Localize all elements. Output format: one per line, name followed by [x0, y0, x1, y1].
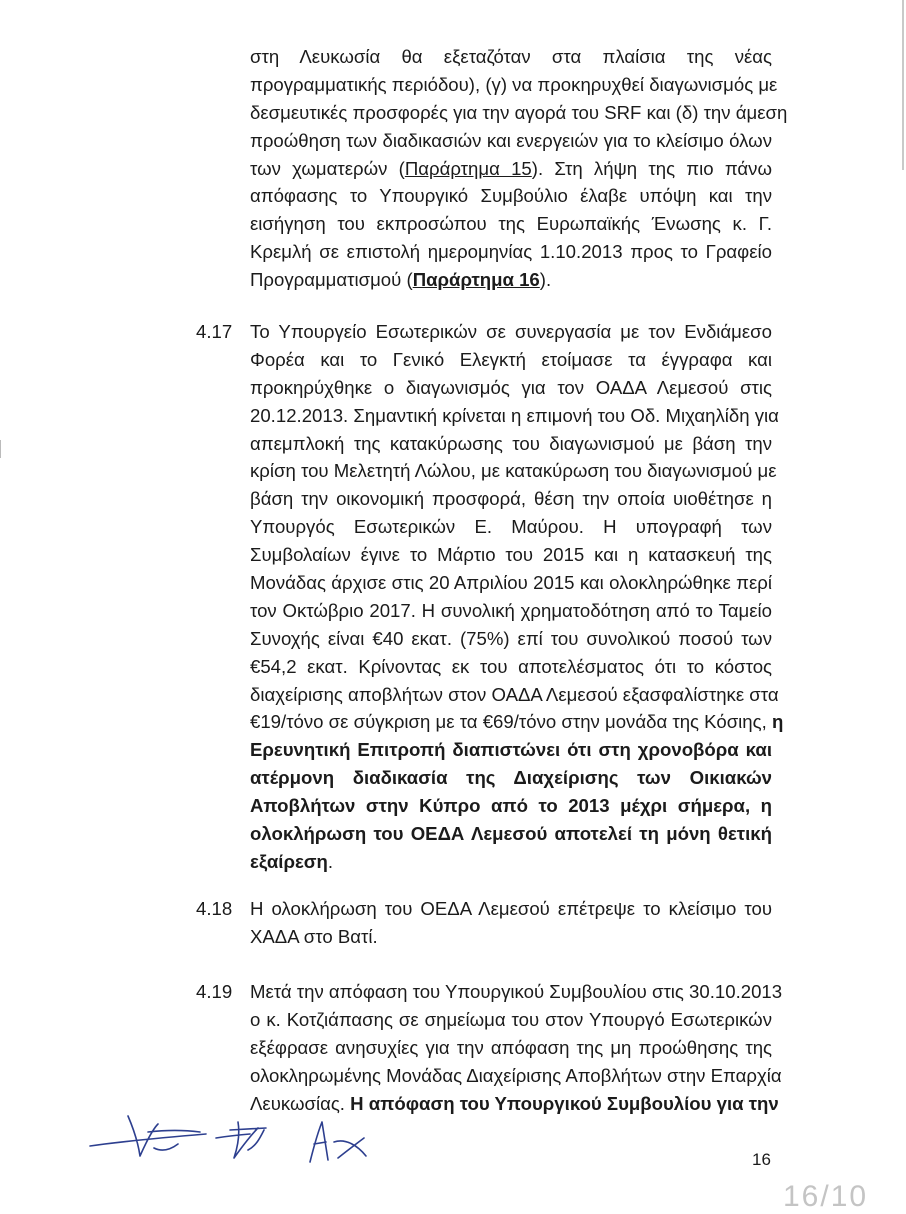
text-line: Το Υπουργείο Εσωτερικών σε συνεργασία με τον Ενδιάμεσο — [250, 321, 772, 342]
bold-text-run: Αποβλήτων στην Κύπρο από το 2013 μέχρι σήμερα, η — [250, 795, 772, 817]
text-line: εισήγηση του εκπροσώπου της Ευρωπαϊκής Ένωσης κ. Γ. — [250, 213, 772, 235]
text-line: τον Οκτώβριο 2017. Η συνολική χρηματοδότηση από το Ταμείο — [250, 599, 772, 621]
bold-text-run: Η απόφαση του Υπουργικού Συμβουλίου για την — [350, 1092, 779, 1114]
text-line: εξέφρασε ανησυχίες για την απόφαση της μη προώθησης της — [250, 1036, 772, 1058]
paragraph-4-19 — [250, 978, 783, 1117]
annex-reference: Παράρτημα 15 — [404, 157, 532, 179]
handwritten-signatures — [88, 1108, 388, 1170]
paragraph-4-17 — [250, 318, 784, 876]
text-line: Συμβολαίων έγινε το Μάρτιο του 2015 και η κατασκευή της — [250, 544, 772, 566]
scan-edge-line — [902, 0, 904, 170]
text-line — [250, 736, 772, 764]
bold-text-run: Ερευνητική Επιτροπή διαπιστώνει ότι στη χρονοβόρα και — [250, 739, 772, 761]
text-line — [250, 820, 772, 848]
text-line — [250, 792, 772, 820]
text-line: Κρεμλή σε επιστολή ημερομηνίας 1.10.2013 προς το Γραφείο — [250, 241, 772, 263]
text-line: ολοκληρωμένης Μονάδας Διαχείρισης Αποβλήτων στην Επαρχία — [250, 1064, 782, 1086]
bold-text-run: ολοκλήρωση του ΟΕΔΑ Λεμεσού αποτελεί τη μόνη θετική — [250, 823, 772, 845]
text-line — [250, 266, 772, 294]
text-line: ο κ. Κοτζιάπασης σε σημείωμα του στον Υπουργό Εσωτερικών — [250, 1008, 772, 1030]
text-line — [250, 848, 772, 876]
text-line: απόφασης το Υπουργικό Συμβούλιο έλαβε υπόψη και την — [250, 185, 772, 207]
text-line: Μονάδας άρχισε στις 20 Απριλίου 2015 και ολοκληρώθηκε περί — [250, 572, 772, 594]
text-line: Η ολοκλήρωση του ΟΕΔΑ Λεμεσού επέτρεψε το κλείσιμο του — [250, 898, 772, 919]
text-line: κρίση του Μελετητή Λώλου, με κατακύρωση του διαγωνισμού με — [250, 460, 777, 482]
bold-text-run: εξαίρεση — [250, 850, 328, 872]
signature-3 — [310, 1122, 366, 1162]
text-run: Λευκωσίας. — [250, 1092, 351, 1114]
corner-page-stamp: 16/10 — [783, 1180, 869, 1213]
text-line: Υπουργός Εσωτερικών Ε. Μαύρου. Η υπογραφή των — [250, 516, 772, 538]
signature-2 — [216, 1122, 266, 1158]
text-run: Προγραμματισμού ( — [250, 269, 413, 291]
text-line: €54,2 εκατ. Κρίνοντας εκ του αποτελέσματος ότι το κόστος — [250, 655, 772, 677]
paragraph-number: 4.17 — [196, 321, 233, 342]
paragraph-number: 4.18 — [196, 898, 233, 919]
text-line: βάση την οικονομική προσφορά, θέση την οποία υιοθέτησε η — [250, 488, 772, 510]
page-number: 16 — [752, 1150, 771, 1169]
bold-text-run: η — [771, 711, 784, 733]
paragraph-4-18 — [250, 895, 772, 951]
signature-1 — [90, 1116, 206, 1156]
text-line: Φορέα και το Γενικό Ελεγκτή ετοίμασε τα έγγραφα και — [250, 348, 772, 370]
text-line: προκηρύχθηκε ο διαγωνισμός για τον ΟΑΔΑ Λεμεσού στις — [250, 376, 772, 398]
text-run: €19/τόνο σε σύγκριση με τα €69/τόνο στην μονάδα της Κόσιης, — [250, 711, 772, 733]
text-run: ). Στη λήψη της πιο πάνω — [531, 157, 772, 179]
scan-margin-mark — [0, 440, 1, 458]
text-line: Συνοχής είναι €40 εκατ. (75%) επί του συνολικού ποσού των — [250, 627, 772, 649]
bold-text-run: ατέρμονη διαδικασία της Διαχείρισης των Οικιακών — [250, 767, 772, 789]
text-line: προγραμματικής περιόδου), (γ) να προκηρυχθεί διαγωνισμός με — [250, 73, 778, 95]
text-line: διαχείρισης αποβλήτων στον ΟΑΔΑ Λεμεσού εξασφαλίστηκε στα — [250, 683, 779, 705]
text-line: δεσμευτικές προσφορές για την αγορά του SRF και (δ) την άμεση — [250, 101, 788, 123]
text-line: ΧΑΔΑ στο Βατί. — [250, 925, 378, 947]
text-line: 20.12.2013. Σημαντική κρίνεται η επιμονή του Οδ. Μιχαηλίδη για — [250, 404, 779, 426]
text-line — [250, 764, 772, 792]
text-run: ). — [539, 269, 552, 291]
paragraph-continuation — [250, 43, 788, 294]
text-line: Μετά την απόφαση του Υπουργικού Συμβουλίου στις 30.10.2013 — [250, 981, 783, 1002]
text-line: προώθηση των διαδικασιών και ενεργειών για το κλείσιμο όλων — [250, 129, 772, 151]
annex-reference-bold: Παράρτημα 16 — [412, 269, 540, 291]
text-run: των χωματερών ( — [250, 157, 405, 179]
text-run: . — [327, 850, 334, 872]
text-line: απεμπλοκή της κατακύρωσης του διαγωνισμού με βάση την — [250, 432, 772, 454]
text-line — [250, 155, 772, 183]
text-line — [250, 708, 784, 736]
text-line: στη Λευκωσία θα εξεταζόταν στα πλαίσια της νέας — [250, 46, 772, 67]
paragraph-number: 4.19 — [196, 981, 233, 1002]
